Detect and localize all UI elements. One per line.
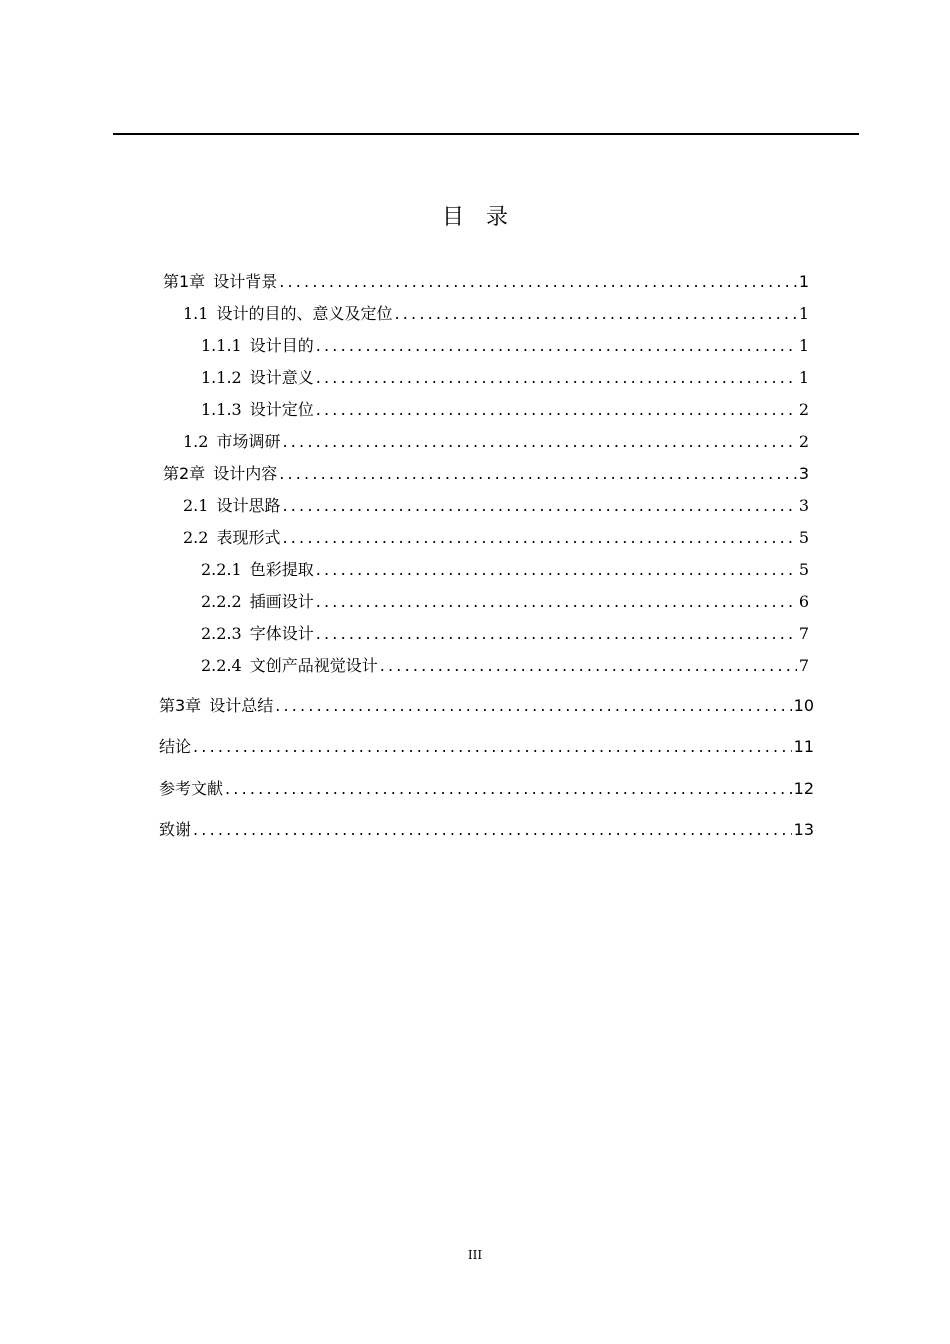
toc-leader-dots <box>193 731 792 763</box>
toc-leader-dots <box>275 690 791 722</box>
toc-entry-page: 2 <box>798 400 809 419</box>
toc-entry[interactable] <box>163 266 809 298</box>
toc-entry-page: 10 <box>793 696 814 715</box>
toc-entry[interactable] <box>201 586 809 618</box>
toc-entry-page: 1 <box>798 368 809 387</box>
toc-entry-label: 设计总结 <box>209 696 274 715</box>
toc-entry-label: 插画设计 <box>249 592 314 611</box>
toc-entry-number: 2.2 <box>183 528 209 547</box>
toc-entry-number: 2.2.2 <box>201 592 242 611</box>
toc-entry[interactable] <box>159 731 814 763</box>
toc-entry-number: 2.1 <box>183 496 209 515</box>
toc-entry[interactable] <box>183 522 809 554</box>
page-title: 目录 <box>441 205 530 230</box>
toc-entry-page: 13 <box>793 820 814 839</box>
toc-leader-dots <box>225 773 792 805</box>
toc-entry-page: 7 <box>798 624 809 643</box>
toc-entry[interactable] <box>183 298 809 330</box>
toc-entry[interactable] <box>201 554 809 586</box>
toc-entry-label: 设计背景 <box>213 272 278 291</box>
toc-entry-number: 1.1 <box>183 304 209 323</box>
toc-entry[interactable] <box>201 394 809 426</box>
toc-leader-dots <box>279 266 797 298</box>
toc-entry-label: 参考文献 <box>159 779 224 798</box>
toc-entry[interactable] <box>183 426 809 458</box>
toc-entry-number: 第2章 <box>163 464 206 483</box>
toc-entry-label: 设计定位 <box>249 400 314 419</box>
toc-entry-number: 2.2.1 <box>201 560 242 579</box>
toc-entry-page: 2 <box>798 432 809 451</box>
toc-entry-label: 色彩提取 <box>249 560 314 579</box>
toc-entry[interactable] <box>159 690 814 722</box>
toc-entry-number: 2.2.3 <box>201 624 242 643</box>
toc-entry-label: 市场调研 <box>216 432 281 451</box>
toc-entry-page: 3 <box>798 464 809 483</box>
toc-entry-label: 致谢 <box>159 820 192 839</box>
toc-entry-number: 第3章 <box>159 696 202 715</box>
toc-leader-dots <box>316 554 797 586</box>
toc-entry[interactable] <box>183 490 809 522</box>
toc-entry-label: 设计目的 <box>249 336 314 355</box>
toc-leader-dots <box>316 362 797 394</box>
toc-entry[interactable] <box>159 773 814 805</box>
toc-entry-page: 7 <box>798 656 809 675</box>
toc-entry-page: 3 <box>798 496 809 515</box>
toc-entry[interactable] <box>201 330 809 362</box>
toc-entry-label: 设计意义 <box>249 368 314 387</box>
toc-entry[interactable] <box>159 814 814 846</box>
toc-entry[interactable] <box>163 458 809 490</box>
toc-entry-page: 5 <box>798 528 809 547</box>
toc-entry-number: 1.1.1 <box>201 336 242 355</box>
toc-entry-number: 第1章 <box>163 272 206 291</box>
toc-entry-label: 设计内容 <box>213 464 278 483</box>
toc-entry-number: 2.2.4 <box>201 656 242 675</box>
page-number: III <box>467 1248 483 1262</box>
toc-entry-number: 1.1.2 <box>201 368 242 387</box>
toc-entry[interactable] <box>201 362 809 394</box>
toc-entry-label: 设计思路 <box>216 496 281 515</box>
toc-leader-dots <box>316 618 797 650</box>
header-rule <box>113 133 859 135</box>
toc-leader-dots <box>282 490 796 522</box>
toc-leader-dots <box>394 298 796 330</box>
toc-entry-page: 1 <box>798 304 809 323</box>
toc-entry[interactable] <box>201 650 809 682</box>
toc-entry-page: 12 <box>793 779 814 798</box>
toc-entry-page: 1 <box>798 336 809 355</box>
toc-leader-dots <box>282 522 796 554</box>
toc-entry-page: 5 <box>798 560 809 579</box>
toc-entry-label: 设计的目的、意义及定位 <box>216 304 393 323</box>
toc-leader-dots <box>316 394 797 426</box>
toc-leader-dots <box>279 458 797 490</box>
toc-entry-label: 表现形式 <box>216 528 281 547</box>
toc-leader-dots <box>380 650 797 682</box>
toc-entry-label: 文创产品视觉设计 <box>249 656 378 675</box>
toc-entry-page: 11 <box>793 737 814 756</box>
toc-entry-page: 6 <box>798 592 809 611</box>
toc-leader-dots <box>316 586 797 618</box>
toc-entry-number: 1.2 <box>183 432 209 451</box>
toc-entry-label: 结论 <box>159 737 192 756</box>
toc-leader-dots <box>282 426 796 458</box>
toc-entry-label: 字体设计 <box>249 624 314 643</box>
toc-entry-number: 1.1.3 <box>201 400 242 419</box>
toc-leader-dots <box>316 330 797 362</box>
toc-entry-page: 1 <box>798 272 809 291</box>
toc-leader-dots <box>193 814 792 846</box>
toc-entry[interactable] <box>201 618 809 650</box>
